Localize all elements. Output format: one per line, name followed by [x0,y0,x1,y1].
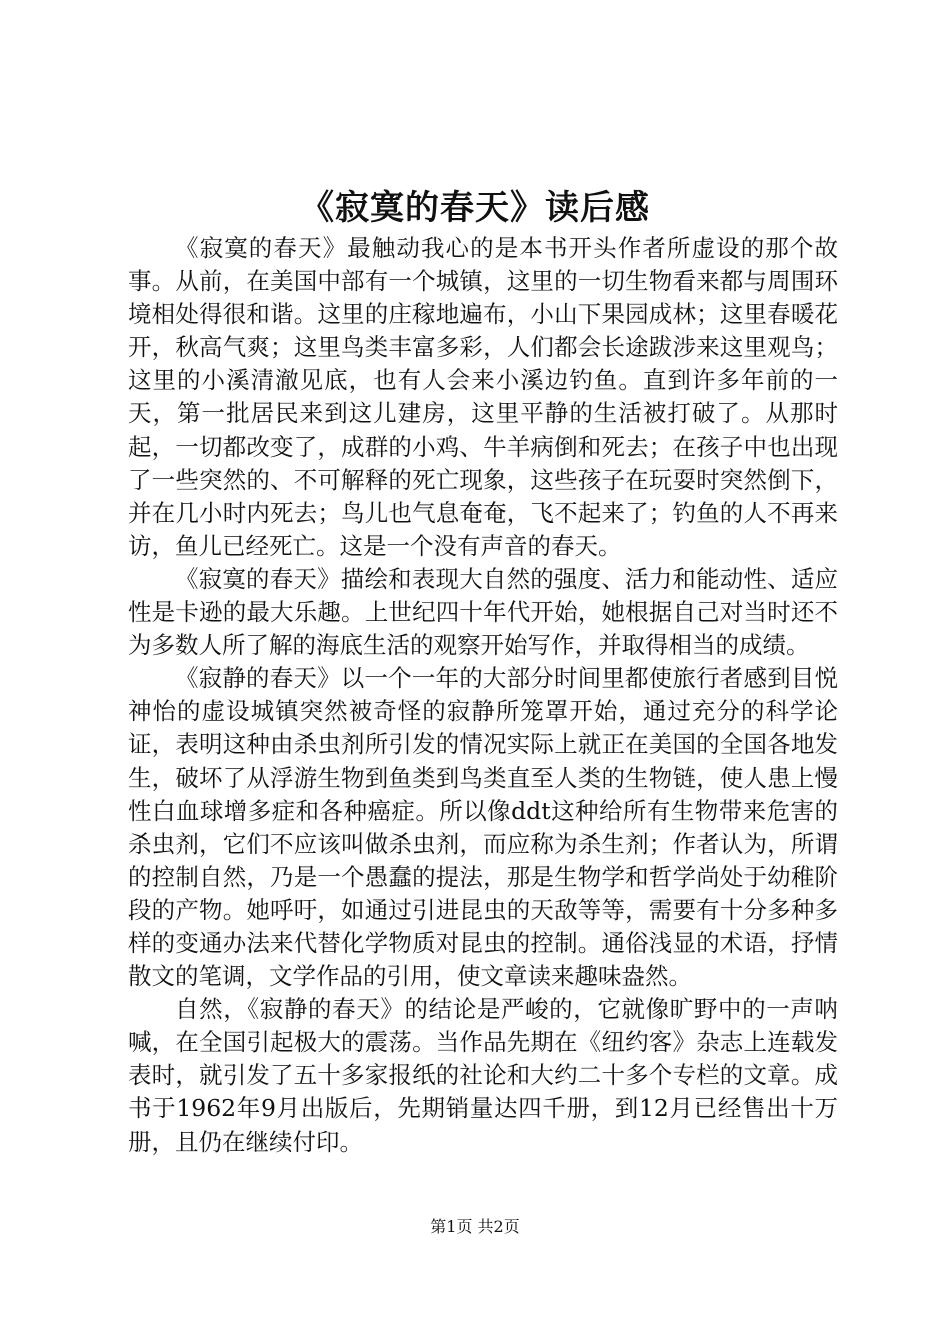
document-title: 《寂寞的春天》读后感 [300,188,650,228]
paragraph-4: 自然，《寂静的春天》的结论是严峻的，它就像旷野中的一声呐喊，在全国引起极大的震荡。当作品先期在《纽约客》杂志上连载发表时，就引发了五十多家报纸的社论和大约二十多个专栏的文章。成书于1962年9月出版后，先期销量达四千册，到12月已经售出十万册，且仍在继续付印。 [128,995,838,1156]
paragraph-2: 《寂寞的春天》描绘和表现大自然的强度、活力和能动性、适应性是卡逊的最大乐趣。上世纪四十年代开始，她根据自己对当时还不为多数人所了解的海底生活的观察开始写作，并取得相当的成绩。 [128,564,838,660]
document-body [128,232,838,1159]
page-number-footer: 第1页 共2页 [430,1217,520,1236]
paragraph-3: 《寂静的春天》以一个一年的大部分时间里都使旅行者感到目悦神怡的虚设城镇突然被奇怪的寂静所笼罩开始，通过充分的科学论证，表明这种由杀虫剂所引发的情况实际上就正在美国的全国各地发生，破坏了从浮游生物到鱼类到鸟类直至人类的生物链，使人患上慢性白血球增多症和各种癌症。所以像ddt这种给所有生物带来危害的杀虫剂，它们不应该叫做杀虫剂，而应称为杀生剂；作者认为，所谓的控制自然，乃是一个愚蠢的提法，那是生物学和哲学尚处于幼稚阶段的产物。她呼吁，如通过引进昆虫的天敌等等，需要有十分多种多样的变通办法来代替化学物质对昆虫的控制。通俗浅显的术语，抒情散文的笔调，文学作品的引用，使文章读来趣味盎然。 [128,664,838,991]
paragraph-1: 《寂寞的春天》最触动我心的是本书开头作者所虚设的那个故事。从前，在美国中部有一个城镇，这里的一切生物看来都与周围环境相处得很和谐。这里的庄稼地遍布，小山下果园成林；这里春暖花开，秋高气爽；这里鸟类丰富多彩，人们都会长途跋涉来这里观鸟；这里的小溪清澈见底，也有人会来小溪边钓鱼。直到许多年前的一天，第一批居民来到这儿建房，这里平静的生活被打破了。从那时起，一切都改变了，成群的小鸡、牛羊病倒和死去；在孩子中也出现了一些突然的、不可解释的死亡现象，这些孩子在玩耍时突然倒下，并在几小时内死去；鸟儿也气息奄奄，飞不起来了；钓鱼的人不再来访，鱼儿已经死亡。这是一个没有声音的春天。 [128,234,838,560]
